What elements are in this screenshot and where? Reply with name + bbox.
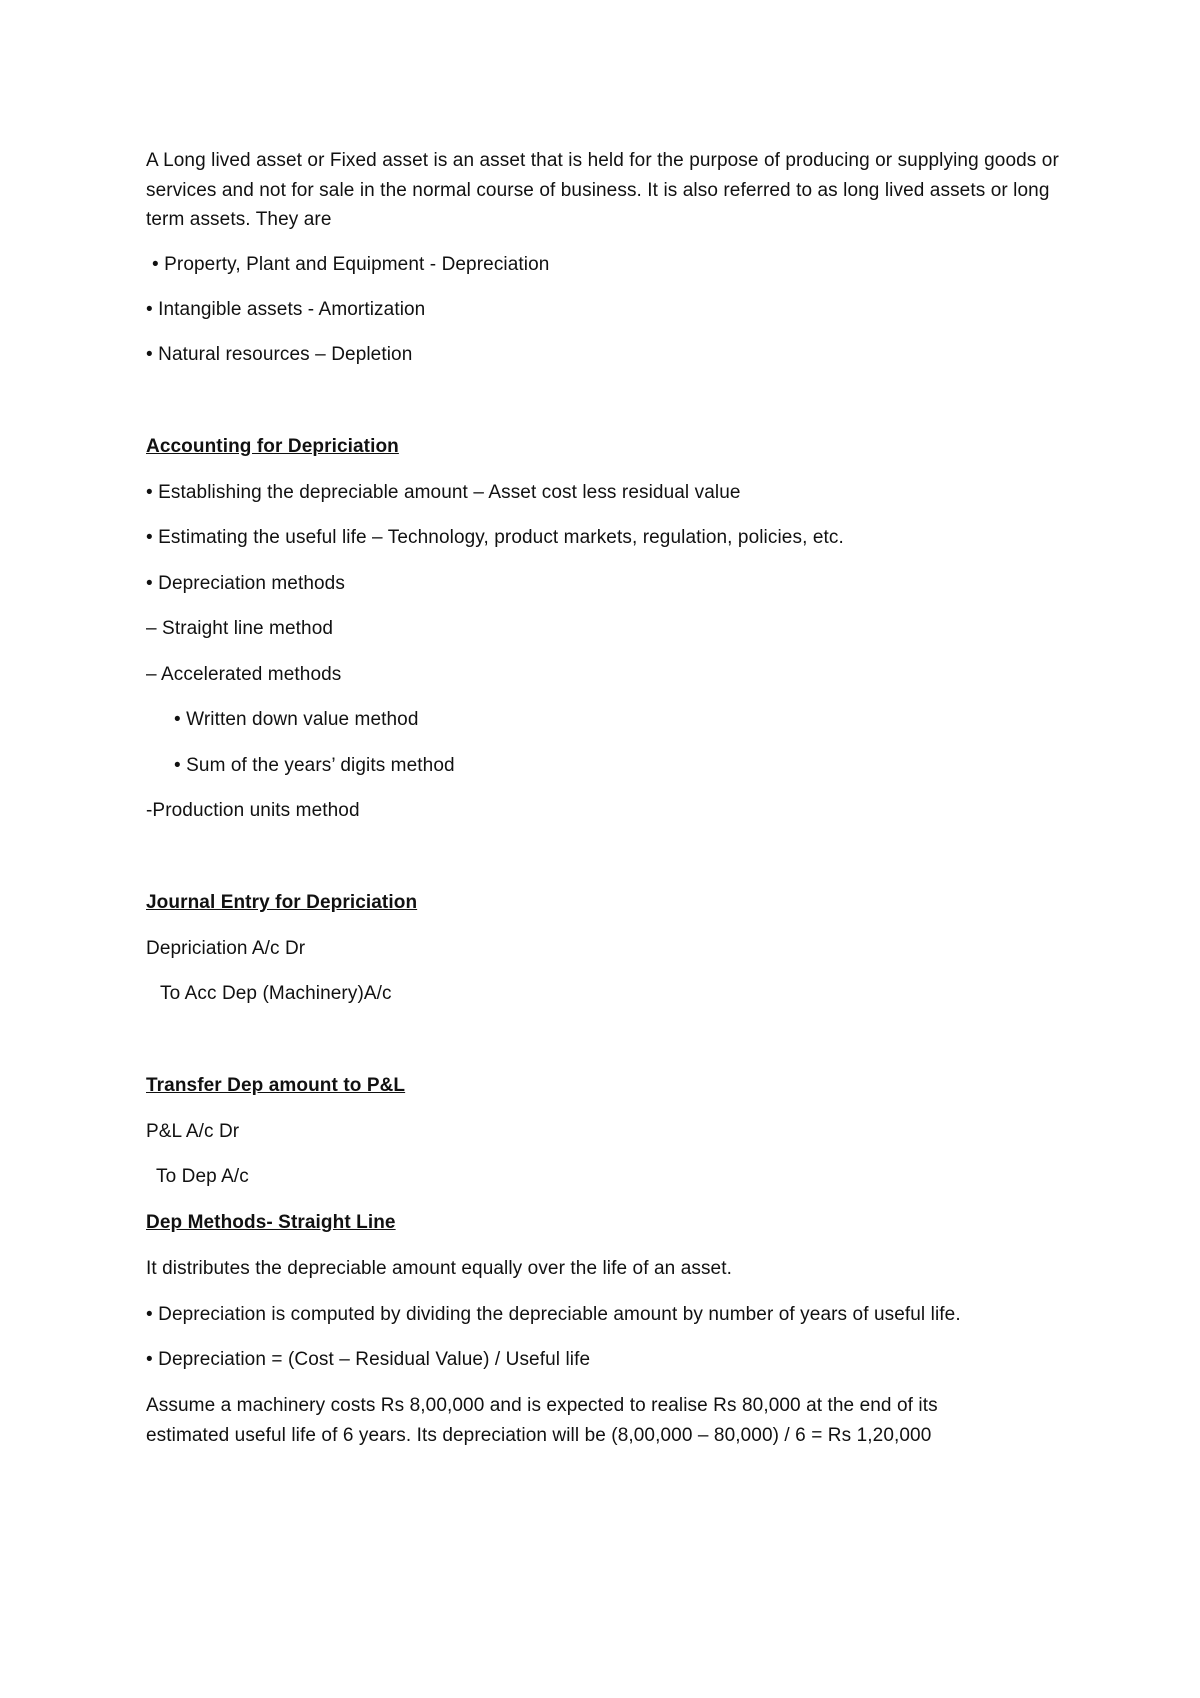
journal-debit-line: Depriciation A/c Dr [146, 938, 306, 959]
item-production-units-method: -Production units method [146, 800, 360, 821]
journal-credit-line: To Acc Dep (Machinery)A/c [160, 983, 392, 1004]
example-paragraph: Assume a machinery costs Rs 8,00,000 and is expected to realise Rs 80,000 at the end of its estimated useful life of 6 years. Its depreciation will be (8,00,000 – 80,000) / 6 = Rs 1,20,000 [146, 1395, 938, 1446]
transfer-credit-line: To Dep A/c [156, 1166, 249, 1187]
bullet-useful-life: • Estimating the useful life – Technology, product markets, regulation, policies, etc. [146, 527, 844, 548]
item-accelerated-methods: – Accelerated methods [146, 664, 342, 685]
item-straight-line-method: – Straight line method [146, 618, 334, 639]
bullet-depreciable-amount: • Establishing the depreciable amount – Asset cost less residual value [146, 482, 741, 503]
subitem-written-down-value: • Written down value method [174, 709, 419, 730]
heading-journal-entry: Journal Entry for Depriciation [146, 892, 418, 913]
bullet-intangible: • Intangible assets - Amortization [146, 299, 426, 320]
heading-accounting-depriciation: Accounting for Depriciation [146, 436, 399, 457]
intro-paragraph: A Long lived asset or Fixed asset is an asset that is held for the purpose of producing or supplying goods or services and not for sale in the normal course of business. It is also referred to as long lived assets or long term assets. They are [146, 150, 1059, 230]
straight-line-description: It distributes the depreciable amount equally over the life of an asset. [146, 1258, 732, 1279]
bullet-ppe: • Property, Plant and Equipment - Depreciation [152, 254, 550, 275]
subitem-sum-of-years-digits: • Sum of the years’ digits method [174, 755, 455, 776]
heading-transfer-dep: Transfer Dep amount to P&L [146, 1075, 406, 1096]
heading-straight-line: Dep Methods- Straight Line [146, 1212, 396, 1233]
bullet-natural-resources: • Natural resources – Depletion [146, 344, 413, 365]
bullet-depreciation-formula: • Depreciation = (Cost – Residual Value) / Useful life [146, 1349, 591, 1370]
transfer-debit-line: P&L A/c Dr [146, 1121, 240, 1142]
bullet-depreciation-methods: • Depreciation methods [146, 573, 345, 594]
bullet-computed-by-dividing: • Depreciation is computed by dividing the depreciable amount by number of years of useful life. [146, 1304, 961, 1325]
